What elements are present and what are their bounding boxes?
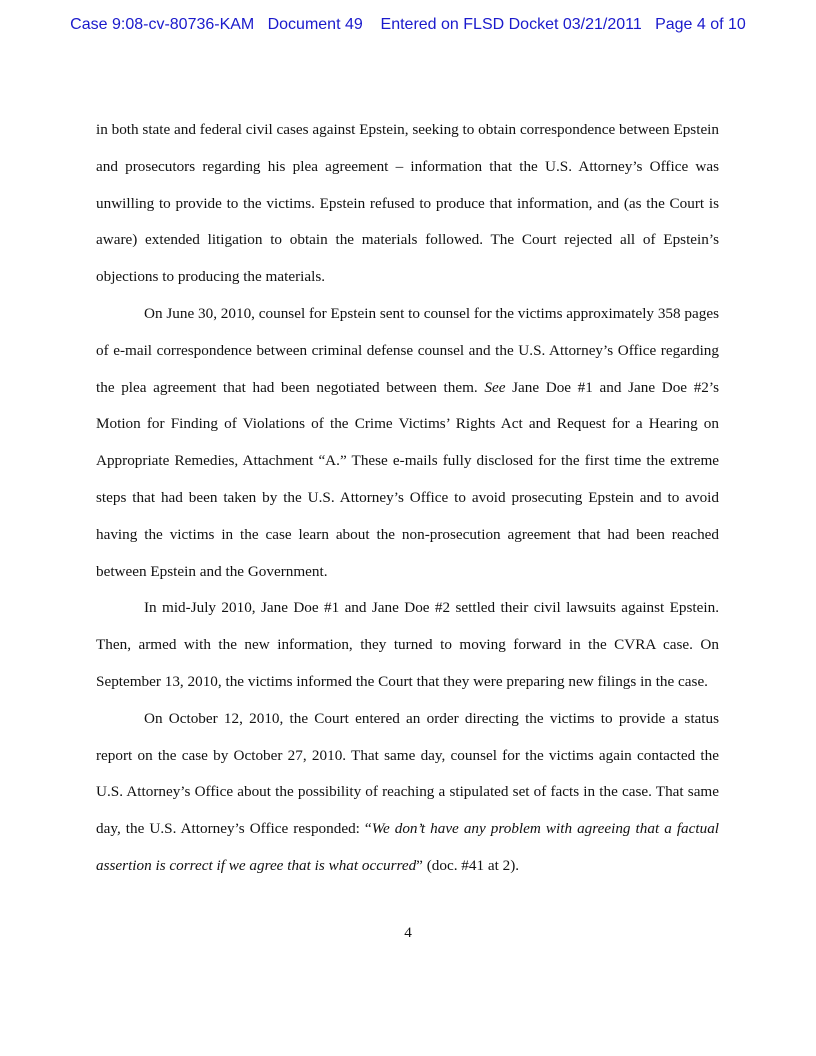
paragraph-4-text-b: ” (doc. #41 at 2).	[416, 856, 520, 874]
page-number: 4	[404, 924, 412, 941]
see-citation-signal: See	[484, 378, 506, 396]
docket-header: Case 9:08-cv-80736-KAM Document 49 Entered on FLSD Docket 03/21/2011 Page 4 of 10	[70, 16, 746, 33]
paragraph-1: in both state and federal civil cases against Epstein, seeking to obtain correspondence between Epstein and prosecutors regarding his plea agreement – information that the U.S. Attorney’s Office was unwilling to provide to the victims. Epstein refused to produce that information, and (as the Court is aware) extended litigation to obtain the materials followed. The Court rejected all of Epstein’s objections to producing the materials.	[96, 121, 719, 286]
paragraph-4-text-a: On October 12, 2010, the Court entered an order directing the victims to provide a status report on the case by October 27, 2010. That same day, counsel for the victims again contacted the U.S. Attorney’s Office about the possibility of reaching a stipulated set of facts in the case. That same day, the U.S. Attorney’s Office responded: “	[96, 709, 719, 838]
paragraph-3: In mid-July 2010, Jane Doe #1 and Jane Doe #2 settled their civil lawsuits against Epstein. Then, armed with the new information, they turned to moving forward in the CVRA case. On September 13, 2010, the victims informed the Court that they were preparing new filings in the case.	[96, 599, 719, 690]
paragraph-4-quote: We don’t have any problem with agreeing that a factual assertion is correct if we agree that is what occurred	[96, 820, 720, 874]
paragraph-2	[96, 296, 719, 590]
paragraph-4	[96, 701, 719, 885]
paragraph-2-text-a: On June 30, 2010, counsel for Epstein sent to counsel for the victims approximately 358 pages of e-mail correspondence between criminal defense counsel and the U.S. Attorney’s Office regarding the plea agreement that had been negotiated between them.	[96, 304, 719, 396]
document-body	[96, 112, 719, 885]
paragraph-2-text-b: Jane Doe #1 and Jane Doe #2’s Motion for Finding of Violations of the Crime Victims’ Rights Act and Request for a Hearing on Appropriate Remedies, Attachment “A.” These e-mails fully disclosed for the first time the extreme steps that had been taken by the U.S. Attorney’s Office to avoid prosecuting Epstein and to avoid having the victims in the case learn about the non-prosecution agreement that had been reached between Epstein and the Government.	[96, 378, 720, 580]
